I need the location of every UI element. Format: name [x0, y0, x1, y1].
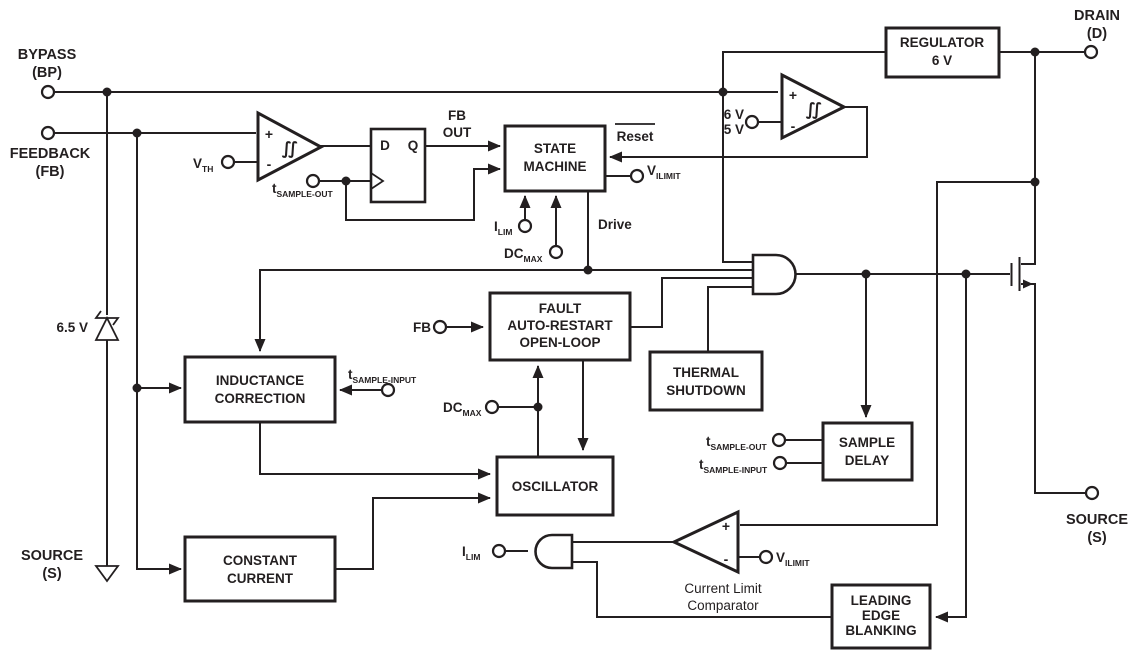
drain-terminal: [1085, 46, 1097, 58]
feedback-comparator: [258, 113, 321, 180]
junction-dot: [862, 270, 871, 279]
current-limit-comparator-label: Current Limit: [684, 581, 762, 596]
junction-dot: [133, 129, 142, 138]
dcmax-terminal-top: [550, 246, 562, 258]
junction-dot: [1031, 48, 1040, 57]
vth-terminal: [222, 156, 234, 168]
ilim-top-label: $I_{LIM}$: [494, 219, 513, 237]
leading-edge-blanking-label: LEADING: [850, 593, 912, 608]
feedback-label: FEEDBACK: [9, 146, 91, 162]
block-leading-edge-blanking: [832, 585, 930, 648]
plus-label: +: [788, 87, 798, 103]
tsample-out-terminal-top: [307, 175, 319, 187]
fb-out-label: FB: [448, 108, 466, 123]
block-constant-current: [185, 537, 335, 601]
block-oscillator: [497, 457, 613, 515]
junction-dot: [1031, 178, 1040, 187]
ilim-and-gate: [536, 535, 572, 568]
thermal-shutdown-label: SHUTDOWN: [666, 383, 746, 398]
state-machine-label: STATE: [533, 141, 577, 156]
wire-feedback-vertical: [137, 133, 181, 569]
tsample-input-delay-label: $t_{SAMPLE-INPUT}$: [699, 457, 768, 475]
plus-label: +: [721, 518, 731, 534]
state-machine-label: MACHINE: [523, 159, 587, 174]
fb-out-label: OUT: [442, 125, 472, 140]
ilim-terminal-bottom: [493, 545, 505, 557]
zener-voltage-label: 6.5 V: [56, 320, 88, 335]
block-regulator: [886, 28, 999, 77]
comp-5v-label: 5 V: [723, 122, 744, 137]
junction-dot: [962, 270, 971, 279]
drive-label: Drive: [598, 217, 632, 232]
main-and-gate: [753, 255, 796, 294]
sample-delay-label: SAMPLE: [838, 435, 896, 450]
bypass-label: (BP): [32, 65, 62, 81]
fb-fault-label: FB: [413, 320, 431, 335]
inductance-correction-box: [185, 357, 335, 422]
constant-current-box: [185, 537, 335, 601]
minus-label: -: [790, 118, 796, 134]
ground-icon: [96, 566, 118, 581]
block-state-machine: [505, 126, 605, 191]
fault-auto-restart-label: FAULT: [538, 301, 582, 316]
bypass-terminal: [42, 86, 54, 98]
wire-inductance-to-osc: [260, 422, 490, 474]
drain-label: (D): [1086, 26, 1108, 42]
wire-leb-feed: [936, 274, 966, 617]
oscillator-label: OSCILLATOR: [511, 479, 599, 494]
hysteresis-icon: ∫∫: [281, 139, 295, 159]
vilimit-terminal-bottom: [760, 551, 772, 563]
comp-6v-label: 6 V: [723, 107, 744, 122]
d-flip-flop: [371, 129, 425, 202]
thermal-shutdown-box: [650, 352, 762, 410]
regulator-label: 6 V: [931, 53, 953, 68]
junction-dot: [719, 88, 728, 97]
constant-current-label: CONSTANT: [223, 553, 297, 568]
sample-delay-box: [823, 423, 912, 480]
mosfet-icon: [1012, 257, 1034, 291]
tsample-input-ic-terminal: [382, 384, 394, 396]
hysteresis-icon: ∫∫: [805, 100, 819, 120]
source-left-label: (S): [42, 566, 62, 582]
feedback-label: (FB): [35, 164, 65, 180]
block-sample-delay: [823, 423, 912, 480]
mosfet-source-arrow: [1023, 280, 1033, 289]
current-limit-comparator-label: Comparator: [687, 598, 759, 613]
zener-diode-icon: [96, 311, 118, 340]
ilim-terminal-top: [519, 220, 531, 232]
fault-auto-restart-label: AUTO-RESTART: [507, 318, 613, 333]
bypass-label: BYPASS: [17, 47, 77, 63]
flip-flop-q-label: Q: [407, 138, 419, 153]
vilimit-terminal-top: [631, 170, 643, 182]
sample-delay-label: DELAY: [844, 453, 890, 468]
junction-dot: [584, 266, 593, 275]
leading-edge-blanking-label: BLANKING: [845, 623, 917, 638]
inductance-correction-label: CORRECTION: [214, 391, 306, 406]
tsample-input-delay-terminal: [774, 457, 786, 469]
plus-label: +: [264, 126, 274, 142]
junction-dot: [534, 403, 543, 412]
tsample-input-ic-label: $t_{SAMPLE-INPUT}$: [348, 367, 417, 385]
bypass-comparator: [782, 75, 844, 138]
inductance-correction-label: INDUCTANCE: [215, 373, 305, 388]
dcmax-mid-label: $DC_{MAX}$: [443, 400, 482, 418]
tsample-out-delay-label: $t_{SAMPLE-OUT}$: [706, 434, 767, 452]
wire-fault-to-and: [630, 278, 752, 327]
vilimit-top-label: $V_{ILIMIT}$: [647, 163, 681, 181]
dcmax-osc-terminal: [486, 401, 498, 413]
source-right-label: (S): [1087, 530, 1107, 546]
wire-drain-drop: [1021, 52, 1035, 264]
source-right-label: SOURCE: [1065, 512, 1129, 528]
block-fault-auto-restart: [490, 293, 630, 360]
junction-dot: [103, 88, 112, 97]
feedback-terminal: [42, 127, 54, 139]
constant-current-label: CURRENT: [227, 571, 293, 586]
thermal-shutdown-label: THERMAL: [673, 365, 739, 380]
ilim-bottom-label: $I_{LIM}$: [462, 544, 481, 562]
comp-6v5v-terminal: [746, 116, 758, 128]
leading-edge-blanking-label: EDGE: [861, 608, 901, 623]
block-inductance-correction: [185, 357, 335, 422]
current-limit-comparator: [674, 512, 738, 572]
source-left-label: SOURCE: [20, 548, 84, 564]
wire-source: [1021, 284, 1086, 493]
flip-flop-d-label: D: [380, 138, 390, 153]
source-terminal: [1086, 487, 1098, 499]
vilimit-bottom-label: $V_{ILIMIT}$: [776, 550, 810, 568]
vth-label: $V_{TH}$: [193, 156, 214, 174]
reset-text: Reset: [616, 129, 654, 144]
reset-label: [615, 124, 655, 144]
junction-dot: [342, 177, 351, 186]
block-thermal-shutdown: [650, 352, 762, 410]
drain-label: DRAIN: [1074, 8, 1120, 24]
tsample-out-delay-terminal: [773, 434, 785, 446]
wire-thermal-to-and: [708, 287, 752, 352]
junction-dot: [133, 384, 142, 393]
minus-label: -: [723, 551, 729, 567]
tsample-out-top-label: $t_{SAMPLE-OUT}$: [272, 181, 333, 199]
fault-auto-restart-label: OPEN-LOOP: [519, 335, 601, 350]
dcmax-top-label: $DC_{MAX}$: [504, 246, 543, 264]
minus-label: -: [266, 156, 272, 172]
regulator-label: REGULATOR: [899, 35, 985, 50]
fb-fault-terminal: [434, 321, 446, 333]
